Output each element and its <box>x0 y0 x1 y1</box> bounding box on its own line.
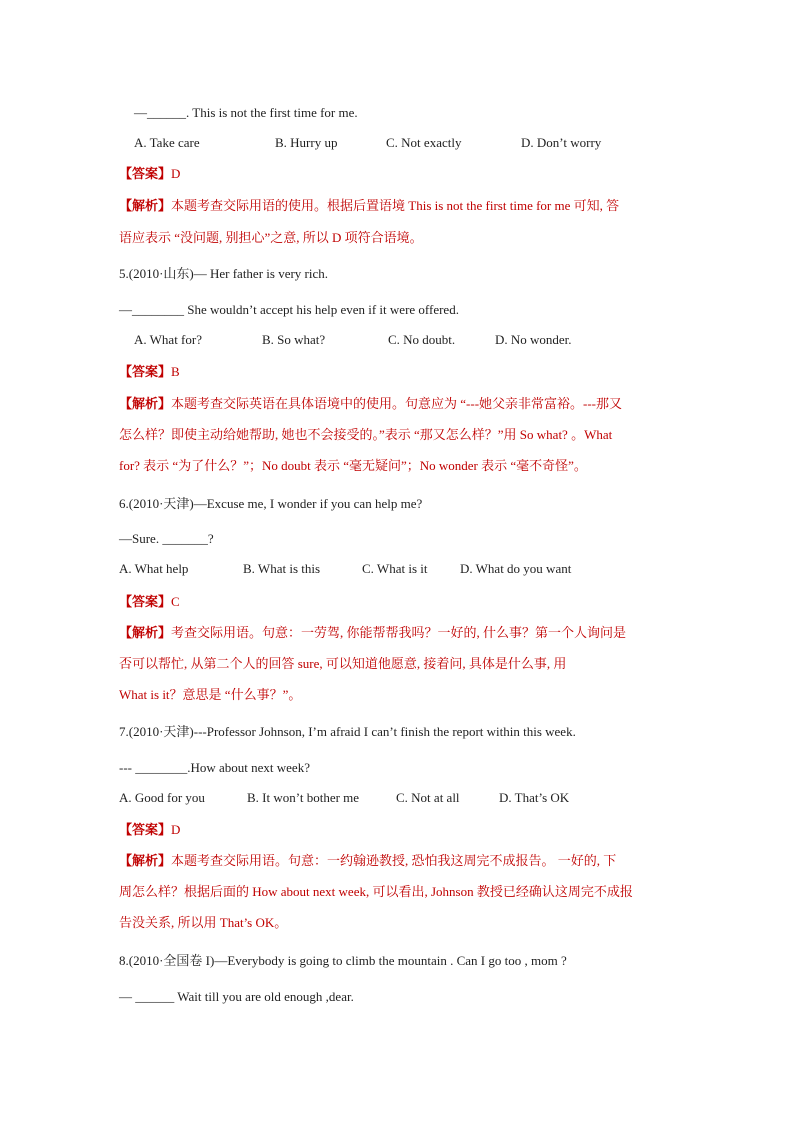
answer-value: C <box>171 594 180 609</box>
answer-value: D <box>171 822 181 837</box>
answer-label: 【答案】 <box>119 594 172 609</box>
explanation-text: 本题考查交际用语。句意：一约翰逊教授, 恐怕我这周完不成报告。 一好的, 下 <box>171 853 617 868</box>
explanation-label: 【解析】 <box>119 198 172 213</box>
explanation-label: 【解析】 <box>119 853 172 868</box>
q5-answer <box>119 363 180 381</box>
q6-explanation-line-1 <box>119 624 626 642</box>
q5-explanation-line-2: 怎么样？即使主动给她帮助, 她也不会接受的。”表示 “那又怎么样？”用 So what? 。What <box>119 427 613 442</box>
explanation-text: 本题考查交际英语在具体语境中的使用。句意应为 “---她父亲非常富裕。---那又 <box>171 396 623 411</box>
q6-option-a: A. What help <box>119 561 189 576</box>
q6-explanation-line-3: What is it？意思是 “什么事？”。 <box>119 687 302 702</box>
q4-reply: —______. This is not the first time for me. <box>134 105 358 120</box>
explanation-label: 【解析】 <box>119 625 172 640</box>
explanation-text: 考查交际用语。句意：一劳驾, 你能帮帮我吗？一好的, 什么事？第一个人询问是 <box>171 625 627 640</box>
q5-reply: —________ She wouldn’t accept his help even if it were offered. <box>119 302 459 317</box>
q6-stem: 6.(2010·天津)—Excuse me, I wonder if you can help me? <box>119 496 423 511</box>
q7-answer <box>119 821 180 839</box>
q5-explanation-line-3: for? 表示 “为了什么？”；No doubt 表示 “毫无疑问”；No wonder 表示 “毫不奇怪”。 <box>119 458 587 473</box>
q4-option-a: A. Take care <box>134 135 200 150</box>
q7-option-c: C. Not at all <box>396 790 460 805</box>
q7-reply: --- ________.How about next week? <box>119 760 310 775</box>
q7-option-a: A. Good for you <box>119 790 205 805</box>
explanation-label: 【解析】 <box>119 396 172 411</box>
q8-reply: — ______ Wait till you are old enough ,dear. <box>119 989 354 1004</box>
q7-stem: 7.(2010·天津)---Professor Johnson, I’m afraid I can’t finish the report within this week. <box>119 724 576 739</box>
q4-option-c: C. Not exactly <box>386 135 462 150</box>
answer-label: 【答案】 <box>119 822 172 837</box>
q8-stem: 8.(2010·全国卷 I)—Everybody is going to climb the mountain . Can I go too , mom ? <box>119 953 567 968</box>
q4-explanation-line-2: 语应表示 “没问题, 别担心”之意, 所以 D 项符合语境。 <box>119 230 423 245</box>
q5-option-b: B. So what? <box>262 332 326 347</box>
q6-answer <box>119 593 180 611</box>
q6-option-d: D. What do you want <box>460 561 572 576</box>
q5-explanation-line-1 <box>119 395 622 413</box>
q4-explanation-line-1 <box>119 197 619 215</box>
answer-label: 【答案】 <box>119 364 172 379</box>
answer-value: D <box>171 166 181 181</box>
explanation-text: 本题考查交际用语的使用。根据后置语境 This is not the first time for me 可知, 答 <box>171 198 620 213</box>
q7-explanation-line-1 <box>119 852 616 870</box>
q5-option-a: A. What for? <box>134 332 202 347</box>
q4-option-b: B. Hurry up <box>275 135 338 150</box>
q7-explanation-line-3: 告没关系, 所以用 That’s OK。 <box>119 915 288 930</box>
q6-option-c: C. What is it <box>362 561 428 576</box>
q7-explanation-line-2: 周怎么样？根据后面的 How about next week, 可以看出, Johnson 教授已经确认这周完不成报 <box>119 884 633 899</box>
q4-answer <box>119 165 180 183</box>
q5-option-d: D. No wonder. <box>495 332 572 347</box>
q6-option-b: B. What is this <box>243 561 321 576</box>
q5-stem: 5.(2010·山东)— Her father is very rich. <box>119 266 329 281</box>
answer-value: B <box>171 364 180 379</box>
q7-option-d: D. That’s OK <box>499 790 570 805</box>
q7-option-b: B. It won’t bother me <box>247 790 360 805</box>
q4-option-d: D. Don’t worry <box>521 135 602 150</box>
q5-option-c: C. No doubt. <box>388 332 456 347</box>
q6-explanation-line-2: 否可以帮忙, 从第二个人的回答 sure, 可以知道他愿意, 接着问, 具体是什么事, 用 <box>119 656 567 671</box>
q6-reply: —Sure. _______? <box>119 531 214 546</box>
answer-label: 【答案】 <box>119 166 172 181</box>
